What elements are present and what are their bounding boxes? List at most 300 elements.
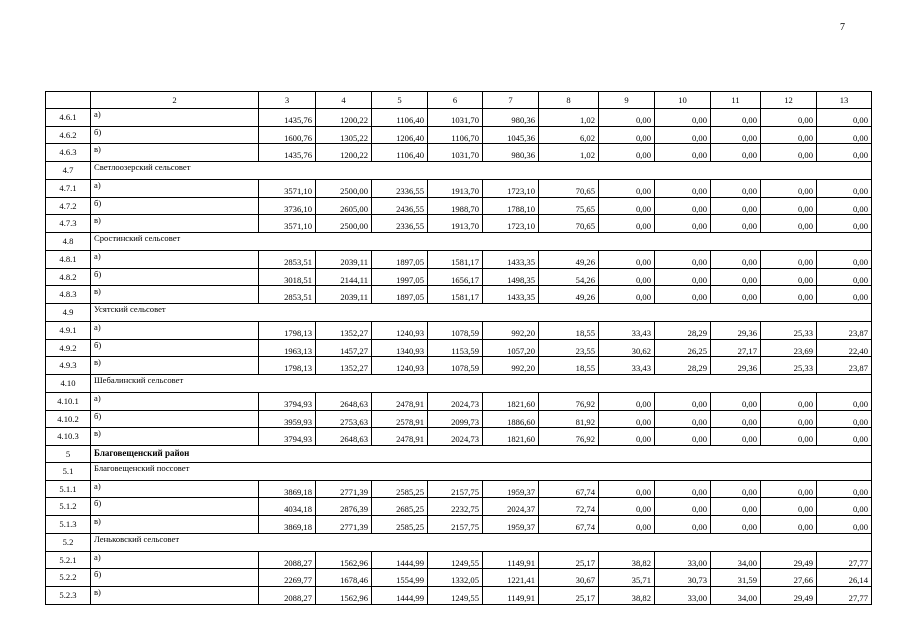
column-header-12: 12 <box>761 92 817 109</box>
value-cell: 0,00 <box>655 250 711 268</box>
value-cell: 2648,63 <box>316 428 372 446</box>
value-cell: 0,00 <box>655 498 711 516</box>
row-code: 5 <box>46 446 91 463</box>
column-header-6: 6 <box>428 92 483 109</box>
value-cell: 1,02 <box>539 144 599 162</box>
value-cell: 27,77 <box>817 551 872 569</box>
value-cell: 29,36 <box>711 357 761 375</box>
value-cell: 1457,27 <box>316 339 372 357</box>
value-cell: 1200,22 <box>316 108 372 126</box>
value-cell: 67,74 <box>539 516 599 534</box>
value-cell: 1,02 <box>539 108 599 126</box>
value-cell: 29,49 <box>761 587 817 605</box>
section-row <box>46 375 872 393</box>
section-row <box>46 233 872 251</box>
row-variant: б) <box>91 410 259 428</box>
value-cell: 0,00 <box>761 286 817 304</box>
value-cell: 0,00 <box>599 215 655 233</box>
value-cell: 1988,70 <box>428 197 483 215</box>
value-cell: 0,00 <box>817 410 872 428</box>
value-cell: 1723,10 <box>483 179 539 197</box>
value-cell: 4034,18 <box>259 498 316 516</box>
value-cell: 1078,59 <box>428 321 483 339</box>
value-cell: 0,00 <box>817 108 872 126</box>
row-code: 4.9 <box>46 304 91 322</box>
value-cell: 22,40 <box>817 339 872 357</box>
value-cell: 26,14 <box>817 569 872 587</box>
value-cell: 2876,39 <box>316 498 372 516</box>
table-row <box>46 392 872 410</box>
value-cell: 2605,00 <box>316 197 372 215</box>
value-cell: 0,00 <box>761 516 817 534</box>
value-cell: 1031,70 <box>428 144 483 162</box>
column-header-4: 4 <box>316 92 372 109</box>
value-cell: 1798,13 <box>259 321 316 339</box>
section-row <box>46 533 872 551</box>
row-variant: б) <box>91 268 259 286</box>
value-cell: 0,00 <box>711 197 761 215</box>
value-cell: 1340,93 <box>372 339 428 357</box>
value-cell: 3571,10 <box>259 179 316 197</box>
value-cell: 70,65 <box>539 179 599 197</box>
table-row <box>46 108 872 126</box>
column-number-row <box>46 92 872 109</box>
table-row <box>46 428 872 446</box>
value-cell: 1788,10 <box>483 197 539 215</box>
value-cell: 1206,40 <box>372 126 428 144</box>
value-cell: 1106,40 <box>372 108 428 126</box>
section-title: Сростинский сельсовет <box>91 233 872 251</box>
row-code: 4.8.1 <box>46 250 91 268</box>
row-code: 4.8.2 <box>46 268 91 286</box>
value-cell: 2039,11 <box>316 250 372 268</box>
value-cell: 2157,75 <box>428 480 483 498</box>
value-cell: 0,00 <box>817 197 872 215</box>
value-cell: 6,02 <box>539 126 599 144</box>
value-cell: 23,69 <box>761 339 817 357</box>
value-cell: 0,00 <box>711 268 761 286</box>
table-row <box>46 179 872 197</box>
value-cell: 0,00 <box>655 410 711 428</box>
value-cell: 75,65 <box>539 197 599 215</box>
value-cell: 33,00 <box>655 587 711 605</box>
table-body <box>46 108 872 604</box>
value-cell: 29,49 <box>761 551 817 569</box>
value-cell: 34,00 <box>711 587 761 605</box>
value-cell: 0,00 <box>655 108 711 126</box>
value-cell: 26,25 <box>655 339 711 357</box>
value-cell: 2771,39 <box>316 516 372 534</box>
value-cell: 0,00 <box>761 144 817 162</box>
row-code: 4.6.3 <box>46 144 91 162</box>
row-code: 5.2.1 <box>46 551 91 569</box>
value-cell: 0,00 <box>761 268 817 286</box>
value-cell: 1554,99 <box>372 569 428 587</box>
value-cell: 0,00 <box>761 250 817 268</box>
value-cell: 1897,05 <box>372 286 428 304</box>
value-cell: 1149,91 <box>483 551 539 569</box>
value-cell: 33,43 <box>599 357 655 375</box>
value-cell: 30,73 <box>655 569 711 587</box>
row-code: 4.6.1 <box>46 108 91 126</box>
value-cell: 0,00 <box>761 197 817 215</box>
value-cell: 2853,51 <box>259 250 316 268</box>
value-cell: 0,00 <box>655 428 711 446</box>
row-code: 5.2.2 <box>46 569 91 587</box>
value-cell: 2771,39 <box>316 480 372 498</box>
table-row <box>46 321 872 339</box>
value-cell: 25,17 <box>539 551 599 569</box>
value-cell: 2088,27 <box>259 587 316 605</box>
row-code: 4.7 <box>46 162 91 180</box>
value-cell: 0,00 <box>711 215 761 233</box>
section-row <box>46 446 872 463</box>
row-variant: б) <box>91 197 259 215</box>
value-cell: 980,36 <box>483 144 539 162</box>
value-cell: 67,74 <box>539 480 599 498</box>
value-cell: 3736,10 <box>259 197 316 215</box>
value-cell: 0,00 <box>655 197 711 215</box>
row-variant: а) <box>91 551 259 569</box>
row-variant: в) <box>91 144 259 162</box>
row-variant: б) <box>91 126 259 144</box>
value-cell: 49,26 <box>539 250 599 268</box>
column-header-10: 10 <box>655 92 711 109</box>
value-cell: 1078,59 <box>428 357 483 375</box>
value-cell: 0,00 <box>761 428 817 446</box>
table-row <box>46 587 872 605</box>
column-header-11: 11 <box>711 92 761 109</box>
value-cell: 2436,55 <box>372 197 428 215</box>
row-code: 4.9.2 <box>46 339 91 357</box>
value-cell: 0,00 <box>599 410 655 428</box>
value-cell: 1240,93 <box>372 357 428 375</box>
value-cell: 0,00 <box>761 126 817 144</box>
value-cell: 1678,46 <box>316 569 372 587</box>
row-code: 4.9.3 <box>46 357 91 375</box>
value-cell: 1305,22 <box>316 126 372 144</box>
value-cell: 1435,76 <box>259 108 316 126</box>
value-cell: 2753,63 <box>316 410 372 428</box>
value-cell: 0,00 <box>817 286 872 304</box>
value-cell: 29,36 <box>711 321 761 339</box>
value-cell: 1435,76 <box>259 144 316 162</box>
value-cell: 0,00 <box>817 392 872 410</box>
value-cell: 1444,99 <box>372 551 428 569</box>
row-code: 5.1.3 <box>46 516 91 534</box>
value-cell: 0,00 <box>761 108 817 126</box>
row-code: 4.9.1 <box>46 321 91 339</box>
value-cell: 1600,76 <box>259 126 316 144</box>
table-row <box>46 498 872 516</box>
value-cell: 1352,27 <box>316 357 372 375</box>
value-cell: 0,00 <box>599 516 655 534</box>
row-variant: б) <box>91 569 259 587</box>
section-row <box>46 462 872 480</box>
value-cell: 0,00 <box>599 428 655 446</box>
value-cell: 38,82 <box>599 587 655 605</box>
table-row <box>46 551 872 569</box>
value-cell: 0,00 <box>711 108 761 126</box>
row-code: 4.10.2 <box>46 410 91 428</box>
value-cell: 28,29 <box>655 321 711 339</box>
value-cell: 25,33 <box>761 357 817 375</box>
value-cell: 1656,17 <box>428 268 483 286</box>
value-cell: 2685,25 <box>372 498 428 516</box>
value-cell: 980,36 <box>483 108 539 126</box>
value-cell: 0,00 <box>599 286 655 304</box>
section-title: Благовещенский поссовет <box>91 462 872 480</box>
section-row <box>46 304 872 322</box>
value-cell: 23,55 <box>539 339 599 357</box>
value-cell: 0,00 <box>711 516 761 534</box>
row-code: 5.2 <box>46 533 91 551</box>
value-cell: 0,00 <box>711 498 761 516</box>
table-row <box>46 357 872 375</box>
row-variant: б) <box>91 498 259 516</box>
value-cell: 1106,40 <box>372 144 428 162</box>
value-cell: 23,87 <box>817 321 872 339</box>
value-cell: 0,00 <box>599 179 655 197</box>
value-cell: 2024,73 <box>428 392 483 410</box>
value-cell: 0,00 <box>711 286 761 304</box>
value-cell: 1723,10 <box>483 215 539 233</box>
column-header-7: 7 <box>483 92 539 109</box>
value-cell: 18,55 <box>539 357 599 375</box>
value-cell: 2585,25 <box>372 480 428 498</box>
value-cell: 0,00 <box>817 428 872 446</box>
value-cell: 0,00 <box>761 179 817 197</box>
table-row <box>46 410 872 428</box>
value-cell: 2024,37 <box>483 498 539 516</box>
value-cell: 1963,13 <box>259 339 316 357</box>
table-row <box>46 126 872 144</box>
value-cell: 25,17 <box>539 587 599 605</box>
value-cell: 0,00 <box>761 392 817 410</box>
row-variant: в) <box>91 587 259 605</box>
value-cell: 0,00 <box>817 516 872 534</box>
value-cell: 3571,10 <box>259 215 316 233</box>
section-title: Светлоозерский сельсовет <box>91 162 872 180</box>
value-cell: 18,55 <box>539 321 599 339</box>
column-header-1 <box>46 92 91 109</box>
value-cell: 0,00 <box>599 268 655 286</box>
value-cell: 1897,05 <box>372 250 428 268</box>
value-cell: 1149,91 <box>483 587 539 605</box>
table-row <box>46 516 872 534</box>
value-cell: 49,26 <box>539 286 599 304</box>
value-cell: 0,00 <box>711 480 761 498</box>
table-row <box>46 144 872 162</box>
row-variant: а) <box>91 179 259 197</box>
column-header-3: 3 <box>259 92 316 109</box>
table-row <box>46 480 872 498</box>
value-cell: 1913,70 <box>428 215 483 233</box>
value-cell: 0,00 <box>599 498 655 516</box>
value-cell: 27,77 <box>817 587 872 605</box>
value-cell: 76,92 <box>539 428 599 446</box>
value-cell: 0,00 <box>761 498 817 516</box>
value-cell: 2578,91 <box>372 410 428 428</box>
value-cell: 70,65 <box>539 215 599 233</box>
value-cell: 33,43 <box>599 321 655 339</box>
value-cell: 27,17 <box>711 339 761 357</box>
value-cell: 3869,18 <box>259 516 316 534</box>
table-row <box>46 215 872 233</box>
value-cell: 0,00 <box>711 392 761 410</box>
value-cell: 3018,51 <box>259 268 316 286</box>
value-cell: 1106,70 <box>428 126 483 144</box>
section-row <box>46 162 872 180</box>
row-code: 4.10.3 <box>46 428 91 446</box>
table-row <box>46 569 872 587</box>
value-cell: 1562,96 <box>316 587 372 605</box>
value-cell: 35,71 <box>599 569 655 587</box>
value-cell: 0,00 <box>655 516 711 534</box>
row-variant: в) <box>91 215 259 233</box>
value-cell: 0,00 <box>655 286 711 304</box>
row-code: 5.1.2 <box>46 498 91 516</box>
row-variant: а) <box>91 480 259 498</box>
section-title: Шебалинский сельсовет <box>91 375 872 393</box>
column-header-2: 2 <box>91 92 259 109</box>
value-cell: 27,66 <box>761 569 817 587</box>
value-cell: 1249,55 <box>428 587 483 605</box>
value-cell: 1821,60 <box>483 392 539 410</box>
value-cell: 1433,35 <box>483 250 539 268</box>
value-cell: 1959,37 <box>483 516 539 534</box>
value-cell: 0,00 <box>655 126 711 144</box>
value-cell: 3869,18 <box>259 480 316 498</box>
value-cell: 2500,00 <box>316 179 372 197</box>
value-cell: 0,00 <box>599 392 655 410</box>
row-code: 5.2.3 <box>46 587 91 605</box>
row-variant: в) <box>91 286 259 304</box>
value-cell: 0,00 <box>761 410 817 428</box>
value-cell: 1562,96 <box>316 551 372 569</box>
value-cell: 2039,11 <box>316 286 372 304</box>
value-cell: 0,00 <box>599 250 655 268</box>
row-code: 4.7.3 <box>46 215 91 233</box>
page-number: 7 <box>840 22 845 33</box>
value-cell: 0,00 <box>711 250 761 268</box>
value-cell: 1581,17 <box>428 286 483 304</box>
value-cell: 0,00 <box>817 144 872 162</box>
section-title: Леньковский сельсовет <box>91 533 872 551</box>
value-cell: 2157,75 <box>428 516 483 534</box>
row-variant: в) <box>91 428 259 446</box>
value-cell: 0,00 <box>817 126 872 144</box>
value-cell: 54,26 <box>539 268 599 286</box>
value-cell: 1352,27 <box>316 321 372 339</box>
value-cell: 2336,55 <box>372 215 428 233</box>
value-cell: 0,00 <box>655 480 711 498</box>
row-code: 4.8 <box>46 233 91 251</box>
row-variant: в) <box>91 516 259 534</box>
value-cell: 992,20 <box>483 321 539 339</box>
row-code: 4.7.1 <box>46 179 91 197</box>
value-cell: 28,29 <box>655 357 711 375</box>
value-cell: 0,00 <box>599 144 655 162</box>
value-cell: 1581,17 <box>428 250 483 268</box>
value-cell: 0,00 <box>711 144 761 162</box>
value-cell: 2478,91 <box>372 392 428 410</box>
value-cell: 2478,91 <box>372 428 428 446</box>
row-variant: а) <box>91 392 259 410</box>
value-cell: 0,00 <box>711 126 761 144</box>
value-cell: 2336,55 <box>372 179 428 197</box>
value-cell: 1913,70 <box>428 179 483 197</box>
value-cell: 0,00 <box>817 179 872 197</box>
value-cell: 34,00 <box>711 551 761 569</box>
value-cell: 3794,93 <box>259 392 316 410</box>
tariff-table <box>45 91 872 605</box>
value-cell: 2232,75 <box>428 498 483 516</box>
value-cell: 2648,63 <box>316 392 372 410</box>
value-cell: 1031,70 <box>428 108 483 126</box>
value-cell: 0,00 <box>817 498 872 516</box>
value-cell: 0,00 <box>599 197 655 215</box>
value-cell: 1821,60 <box>483 428 539 446</box>
value-cell: 0,00 <box>655 392 711 410</box>
section-title: Усятский сельсовет <box>91 304 872 322</box>
value-cell: 0,00 <box>599 108 655 126</box>
table-row <box>46 339 872 357</box>
value-cell: 2500,00 <box>316 215 372 233</box>
row-code: 4.7.2 <box>46 197 91 215</box>
value-cell: 1798,13 <box>259 357 316 375</box>
row-variant: в) <box>91 357 259 375</box>
value-cell: 0,00 <box>655 268 711 286</box>
value-cell: 0,00 <box>711 179 761 197</box>
value-cell: 2585,25 <box>372 516 428 534</box>
value-cell: 23,87 <box>817 357 872 375</box>
column-header-9: 9 <box>599 92 655 109</box>
value-cell: 1057,20 <box>483 339 539 357</box>
row-code: 4.8.3 <box>46 286 91 304</box>
value-cell: 3794,93 <box>259 428 316 446</box>
value-cell: 0,00 <box>655 179 711 197</box>
row-code: 4.10 <box>46 375 91 393</box>
value-cell: 0,00 <box>711 410 761 428</box>
value-cell: 1045,36 <box>483 126 539 144</box>
value-cell: 1240,93 <box>372 321 428 339</box>
row-code: 5.1 <box>46 462 91 480</box>
value-cell: 30,67 <box>539 569 599 587</box>
value-cell: 31,59 <box>711 569 761 587</box>
value-cell: 0,00 <box>817 480 872 498</box>
value-cell: 0,00 <box>655 215 711 233</box>
value-cell: 3959,93 <box>259 410 316 428</box>
row-code: 4.6.2 <box>46 126 91 144</box>
row-variant: б) <box>91 339 259 357</box>
value-cell: 992,20 <box>483 357 539 375</box>
table-row <box>46 286 872 304</box>
table-row <box>46 250 872 268</box>
value-cell: 0,00 <box>599 480 655 498</box>
value-cell: 0,00 <box>599 126 655 144</box>
value-cell: 0,00 <box>655 144 711 162</box>
value-cell: 0,00 <box>761 480 817 498</box>
value-cell: 33,00 <box>655 551 711 569</box>
value-cell: 1153,59 <box>428 339 483 357</box>
value-cell: 2024,73 <box>428 428 483 446</box>
value-cell: 38,82 <box>599 551 655 569</box>
value-cell: 0,00 <box>711 428 761 446</box>
row-variant: а) <box>91 321 259 339</box>
value-cell: 25,33 <box>761 321 817 339</box>
value-cell: 0,00 <box>817 268 872 286</box>
